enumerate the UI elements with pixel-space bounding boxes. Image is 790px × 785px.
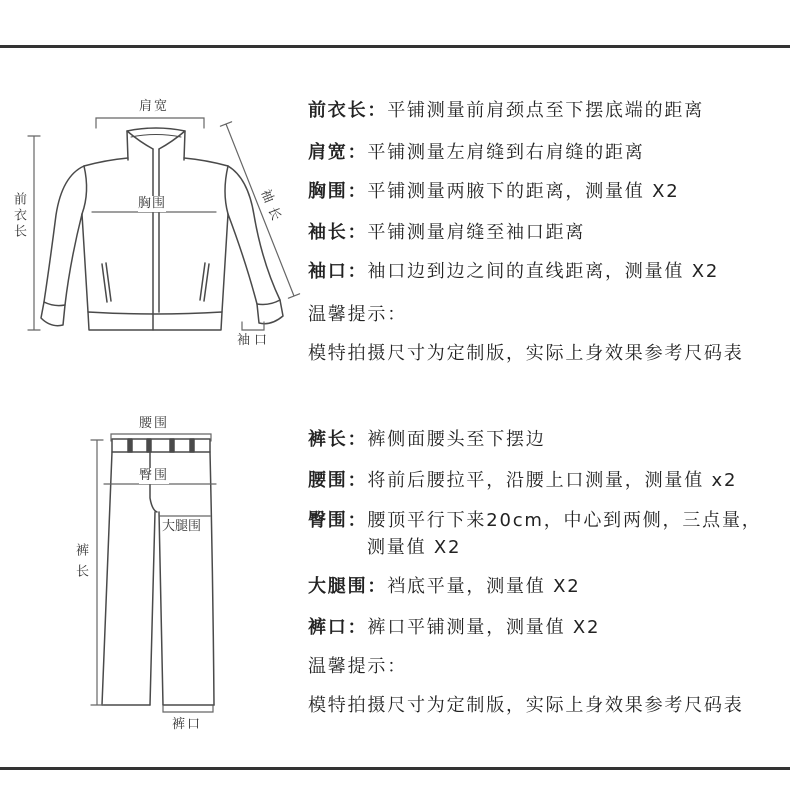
jacket-collar [127, 128, 185, 160]
jacket-right-side [222, 214, 228, 312]
note-term: 大腿围： [308, 576, 388, 597]
jacket-hem-band [88, 312, 222, 330]
jacket-tip-text: 模特拍摄尺寸为定制版，实际上身效果参考尺码表 [308, 343, 744, 364]
note-term: 袖长： [308, 222, 368, 243]
pants-left-inner-seam [150, 512, 155, 705]
hem-measure-line [163, 706, 213, 712]
pants-note-hem [308, 617, 600, 639]
jacket-note-chest [308, 181, 680, 203]
jacket-left-side [82, 214, 88, 312]
hem-label: 裤口 [172, 717, 203, 732]
note-term: 裤口： [308, 617, 368, 638]
pants-length-measure-line [91, 440, 103, 705]
bottom-divider [0, 767, 790, 770]
sleeve-length-measure-line [220, 122, 299, 298]
pants-tip-title: 温馨提示： [308, 656, 407, 677]
cuff-label: 袖口 [237, 333, 272, 348]
jacket-collar-left-front [127, 131, 153, 149]
note-text: 裤口平铺测量，测量值 X2 [367, 617, 601, 638]
jacket-right-sleeve-outer [228, 166, 280, 300]
pants-right-inner-seam [159, 512, 163, 705]
jacket-tip-title: 温馨提示： [308, 304, 407, 325]
jacket-right-armhole [225, 166, 228, 214]
note-text: 平铺测量两腋下的距离，测量值 X2 [367, 181, 680, 202]
note-text: 裤侧面腰头至下摆边 [367, 429, 546, 450]
pants-note-thigh [308, 576, 581, 598]
belt-loop [128, 439, 132, 452]
front-length-measure-line [28, 136, 40, 330]
pants-diagram [0, 410, 300, 740]
front-length-label: 前衣长 [11, 192, 26, 240]
jacket-left-armhole [82, 166, 87, 214]
pants-waistband [112, 439, 210, 452]
note-term: 袖口： [308, 261, 368, 282]
jacket-right-shoulder [184, 158, 228, 166]
belt-loop [170, 439, 174, 452]
pants-tip-text: 模特拍摄尺寸为定制版，实际上身效果参考尺码表 [308, 695, 744, 716]
hip-label: 臀围 [139, 468, 170, 483]
pants-length-label: 裤长 [73, 543, 88, 585]
note-term: 裤长： [308, 429, 368, 450]
note-text: 平铺测量左肩缝到右肩缝的距离 [367, 142, 645, 163]
jacket-note-sleeve-length [308, 222, 585, 244]
pants-note-hip-continued: 测量值 X2 [367, 537, 462, 558]
note-text: 平铺测量前肩颈点至下摆底端的距离 [387, 100, 705, 121]
jacket-left-shoulder [84, 158, 128, 166]
jacket-right-pocket [200, 263, 209, 301]
jacket-collar-right-front [159, 131, 185, 149]
belt-loop [147, 439, 151, 452]
note-text: 腰顶平行下来20cm，中心到两侧，三点量， [367, 510, 762, 531]
shoulder-width-measure-line [96, 118, 204, 128]
jacket-left-pocket [102, 263, 111, 302]
waist-label: 腰围 [139, 416, 170, 431]
note-text: 平铺测量肩缝至袖口距离 [367, 222, 586, 243]
note-term: 前衣长： [308, 100, 388, 121]
jacket-diagram [0, 0, 300, 360]
note-term: 肩宽： [308, 142, 368, 163]
thigh-label: 大腿围 [162, 519, 202, 534]
belt-loop [190, 439, 194, 452]
shoulder-width-label: 肩宽 [139, 99, 170, 114]
chest-label: 胸围 [138, 196, 167, 211]
pants-note-length [308, 429, 546, 451]
note-term: 腰围： [308, 470, 368, 491]
jacket-left-sleeve-inner [65, 214, 82, 305]
jacket-right-sleeve-inner [228, 214, 257, 304]
note-text: 袖口边到边之间的直线距离，测量值 X2 [367, 261, 720, 282]
pants-note-hip [308, 510, 762, 532]
jacket-note-cuff [308, 261, 719, 283]
sleeve-length-label: 袖长 [257, 187, 286, 229]
waist-measure-line [111, 434, 211, 441]
jacket-note-front-length [308, 100, 704, 122]
note-term: 胸围： [308, 181, 368, 202]
note-text: 裆底平量，测量值 X2 [387, 576, 581, 597]
pants-right-outer-seam [210, 452, 214, 705]
jacket-note-shoulder-width [308, 142, 645, 164]
note-term: 臀围： [308, 510, 368, 531]
pants-left-outer-seam [102, 452, 112, 705]
jacket-left-cuff [41, 302, 65, 326]
jacket-collar-back [131, 135, 181, 138]
jacket-right-cuff [257, 300, 283, 324]
note-text: 将前后腰拉平，沿腰上口测量，测量值 x2 [367, 470, 738, 491]
pants-note-waist [308, 470, 737, 492]
